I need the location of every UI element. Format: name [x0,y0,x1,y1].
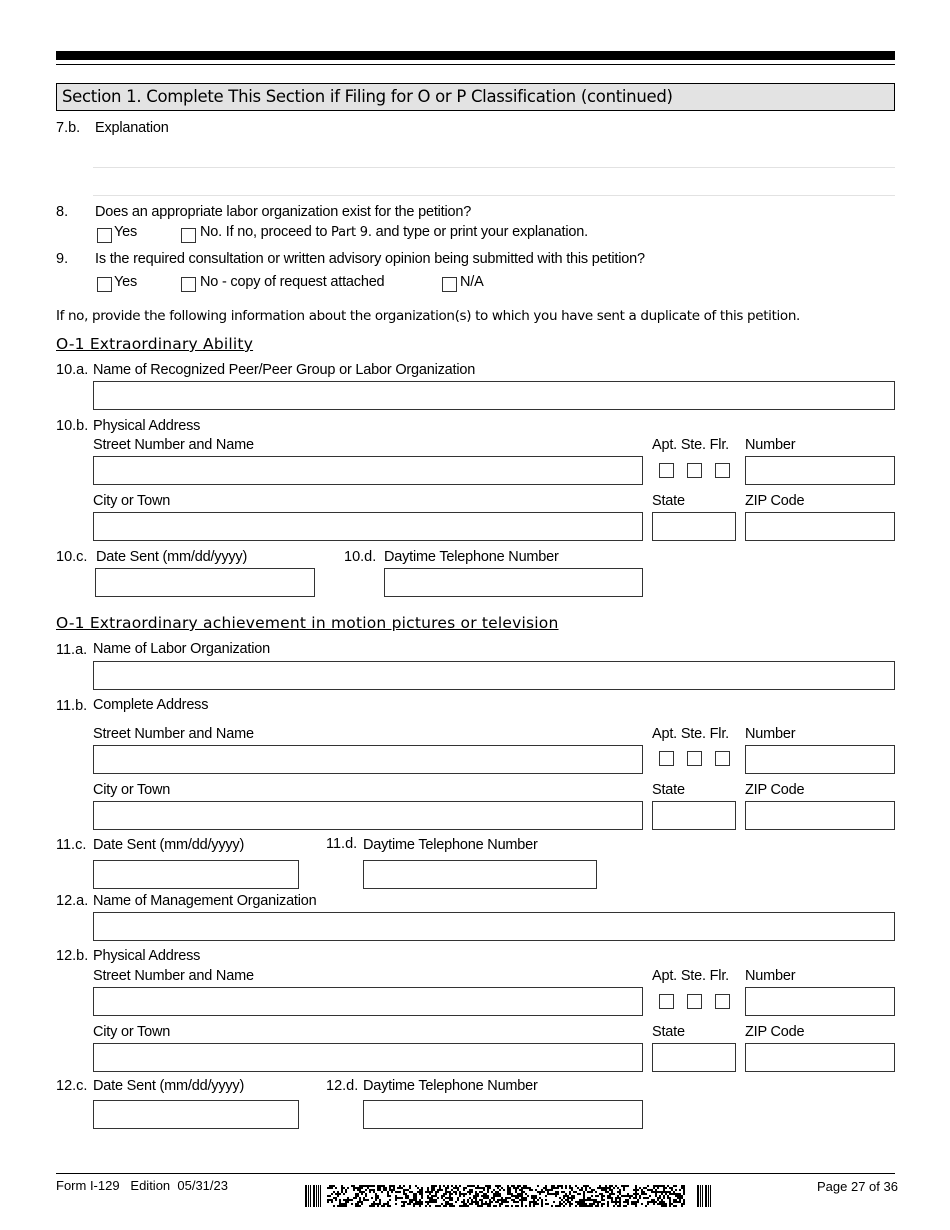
q10d-label: Daytime Telephone Number [384,549,559,565]
q11a-input[interactable] [93,661,895,690]
q11b-city-input[interactable] [93,801,643,830]
q10b-street-label: Street Number and Name [93,437,254,453]
q11b-street-input[interactable] [93,745,643,774]
q8-no-prefix: No. If no, proceed to [200,224,332,240]
q11b-label: Complete Address [93,697,209,713]
q8-no-checkbox[interactable] [181,228,196,243]
footer-form-edition: Form I-129 Edition 05/31/23 [56,1178,228,1193]
q7b-label: Explanation [95,120,169,136]
q12b-label: Physical Address [93,948,201,964]
q10c-number: 10.c. [56,549,88,565]
q12b-apt-checkbox[interactable] [659,994,674,1009]
q11b-apt-checkbox[interactable] [659,751,674,766]
footer-rule [56,1173,895,1174]
q11b-state-select[interactable] [652,801,736,830]
q12b-number-input[interactable] [745,987,895,1016]
q11d-label: Daytime Telephone Number [363,837,538,853]
q12b-city-label: City or Town [93,1024,171,1040]
q12b-number-label: Number [745,968,796,984]
o1-motion-heading: O-1 Extraordinary achievement in motion pictures or television [56,614,559,632]
q12d-phone-input[interactable] [363,1100,643,1129]
q11d-number: 11.d. [326,836,358,852]
top-thin-rule [56,64,895,65]
q10a-input[interactable] [93,381,895,410]
q12b-state-select[interactable] [652,1043,736,1072]
q12d-number: 12.d. [326,1078,359,1094]
q12b-city-input[interactable] [93,1043,643,1072]
q12c-date-input[interactable] [93,1100,299,1129]
q8-number: 8. [56,204,69,220]
q12d-label: Daytime Telephone Number [363,1078,538,1094]
q9-na-label: N/A [460,274,484,290]
explanation-line-2[interactable] [93,195,895,196]
q11b-zip-label: ZIP Code [745,782,805,798]
o1-ability-heading: O-1 Extraordinary Ability [56,335,254,353]
q8-no-suffix: and type or print your explanation. [371,224,588,240]
section-header [56,83,895,111]
q10b-state-label: State [652,493,685,509]
q10b-ste-checkbox[interactable] [687,463,702,478]
q10a-label: Name of Recognized Peer/Peer Group or Labor Organization [93,362,476,378]
q10b-apt-checkbox[interactable] [659,463,674,478]
q10b-label: Physical Address [93,418,201,434]
q11a-label: Name of Labor Organization [93,641,270,657]
q10b-state-select[interactable] [652,512,736,541]
top-thick-rule [56,51,895,60]
q9-no-label: No - copy of request attached [200,274,385,290]
instruction-text: If no, provide the following information about the organization(s) to which you have sent a duplicate of this petition. [56,308,800,324]
q11b-apt-label: Apt. Ste. Flr. [652,726,729,742]
footer-page-number: Page 27 of 36 [817,1179,898,1194]
q11c-number: 11.c. [56,837,87,853]
q12c-label: Date Sent (mm/dd/yyyy) [93,1078,245,1094]
q10b-city-label: City or Town [93,493,171,509]
q12b-state-label: State [652,1024,685,1040]
explanation-line-1[interactable] [93,167,895,168]
q10b-street-input[interactable] [93,456,643,485]
q9-no-checkbox[interactable] [181,277,196,292]
section-header-text: Section 1. Complete This Section if Filing for O or P Classification (continued) [62,87,673,106]
q11b-number-label: Number [745,726,796,742]
q12b-zip-label: ZIP Code [745,1024,805,1040]
q11b-city-label: City or Town [93,782,171,798]
q8-part-ref: Part 9. [331,225,372,240]
q12b-number: 12.b. [56,948,89,964]
q9-na-checkbox[interactable] [442,277,457,292]
q10b-number: 10.b. [56,418,89,434]
q12a-label: Name of Management Organization [93,893,317,909]
q11d-phone-input[interactable] [363,860,597,889]
q9-yes-checkbox[interactable] [97,277,112,292]
q9-number: 9. [56,251,69,267]
q11b-flr-checkbox[interactable] [715,751,730,766]
q10b-number-input[interactable] [745,456,895,485]
q8-yes-checkbox[interactable] [97,228,112,243]
q11b-street-label: Street Number and Name [93,726,254,742]
q11b-zip-input[interactable] [745,801,895,830]
q12b-zip-input[interactable] [745,1043,895,1072]
q10b-zip-input[interactable] [745,512,895,541]
q10b-number-label: Number [745,437,796,453]
q10b-flr-checkbox[interactable] [715,463,730,478]
q12b-ste-checkbox[interactable] [687,994,702,1009]
q7b-number: 7.b. [56,120,81,136]
q11b-number-input[interactable] [745,745,895,774]
q8-no-label [200,224,588,240]
q12b-street-label: Street Number and Name [93,968,254,984]
barcode-image [305,1185,713,1207]
q8-question: Does an appropriate labor organization exist for the petition? [95,204,472,220]
q12b-apt-label: Apt. Ste. Flr. [652,968,729,984]
q11a-number: 11.a. [56,642,88,658]
q9-yes-label: Yes [114,274,138,290]
q11b-state-label: State [652,782,685,798]
q10b-city-input[interactable] [93,512,643,541]
q10c-date-input[interactable] [95,568,315,597]
q11c-date-input[interactable] [93,860,299,889]
q11c-label: Date Sent (mm/dd/yyyy) [93,837,245,853]
q11b-number: 11.b. [56,698,88,714]
q12a-input[interactable] [93,912,895,941]
q10b-apt-label: Apt. Ste. Flr. [652,437,729,453]
q11b-ste-checkbox[interactable] [687,751,702,766]
q10b-zip-label: ZIP Code [745,493,805,509]
q10d-number: 10.d. [344,549,377,565]
q8-yes-label: Yes [114,224,138,240]
q9-question: Is the required consultation or written advisory opinion being submitted with this petition? [95,251,645,267]
q10a-number: 10.a. [56,362,89,378]
q10c-label: Date Sent (mm/dd/yyyy) [96,549,248,565]
q12c-number: 12.c. [56,1078,88,1094]
q12b-flr-checkbox[interactable] [715,994,730,1009]
q12a-number: 12.a. [56,893,89,909]
q10d-phone-input[interactable] [384,568,643,597]
q12b-street-input[interactable] [93,987,643,1016]
